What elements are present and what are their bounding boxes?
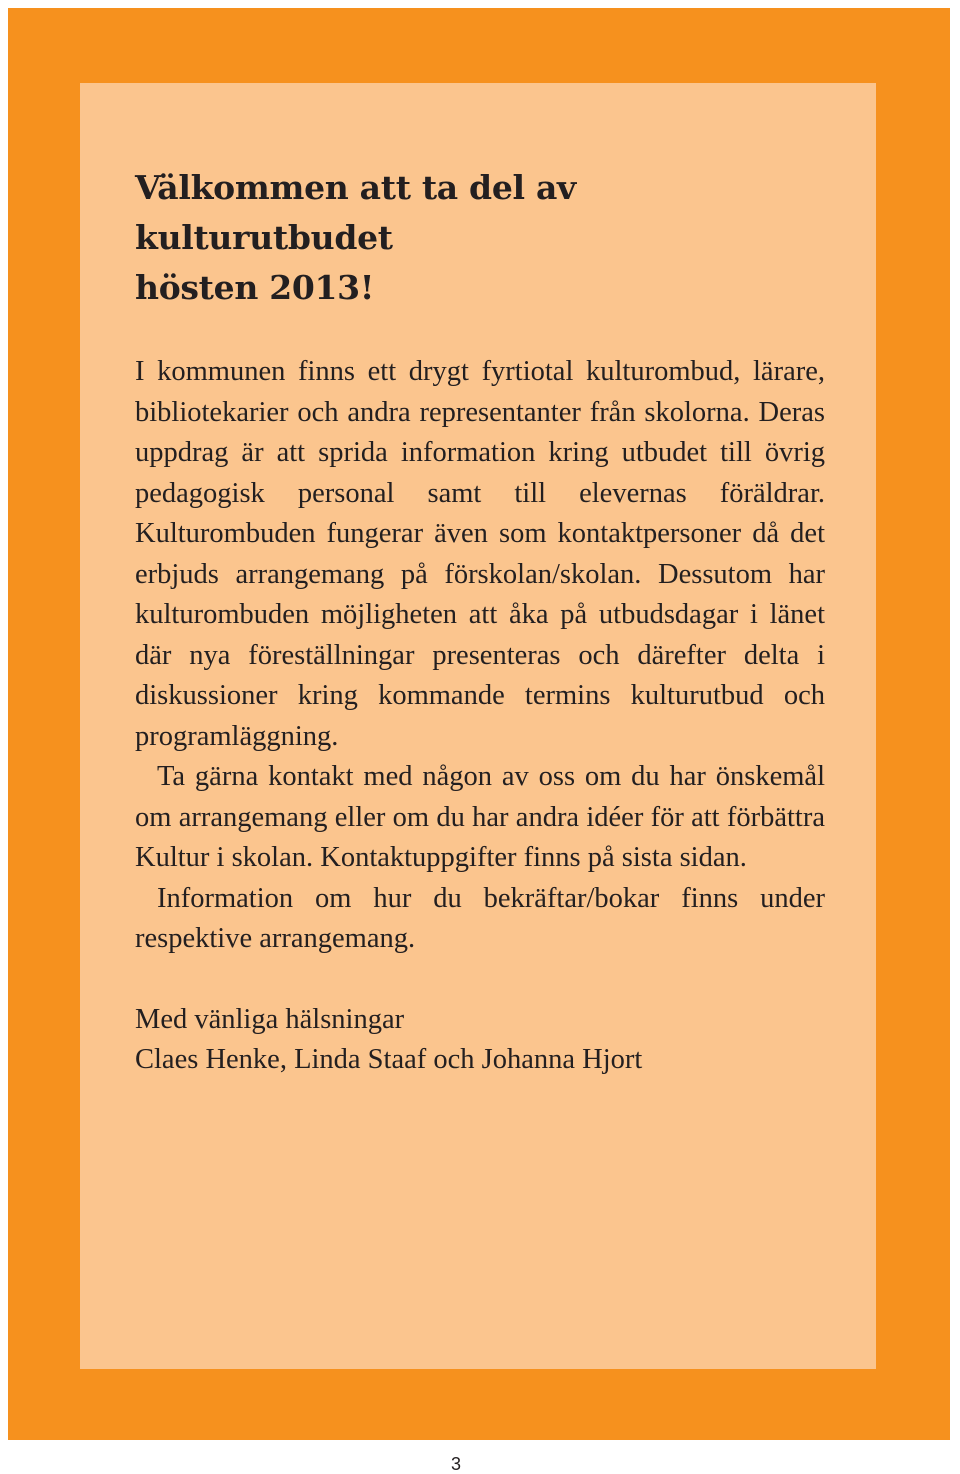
intro-paragraph: I kommunen finns ett drygt fyrtiotal kulturombud, lärare, bibliotekarier och andra representanter från skolorna. Deras uppdrag är att sprida information kring utbudet till övrig pedagogisk personal samt till elevernas föräldrar. Kulturombuden fungerar även som kontaktpersoner då det erbjuds arrangemang på förskolan/skolan. Dessutom har kulturombuden möjligheten att åka på utbudsdagar i länet där nya föreställningar presenteras och därefter delta i diskussioner kring kommande termins kulturutbud och programläggning. bbox=[135, 356, 825, 752]
title-line-2: hösten 2013! bbox=[135, 268, 375, 307]
signoff bbox=[135, 1000, 825, 1081]
signature-names: Claes Henke, Linda Staaf och Johanna Hjort bbox=[135, 1044, 643, 1075]
greeting: Med vänliga hälsningar bbox=[135, 1003, 405, 1035]
page-title bbox=[135, 163, 825, 313]
title-line-1: Välkommen att ta del av kulturutbudet bbox=[135, 168, 576, 257]
letter-content bbox=[135, 163, 825, 1081]
booking-info-paragraph: Information om hur du bekräftar/bokar finns under respektive arrangemang. bbox=[135, 882, 825, 954]
page-number: 3 bbox=[450, 1454, 461, 1474]
contact-paragraph: Ta gärna kontakt med någon av oss om du har önskemål om arrangemang eller om du har andra idéer för att förbättra Kultur i skolan. Kontaktuppgifter finns på sista sidan. bbox=[135, 761, 825, 873]
